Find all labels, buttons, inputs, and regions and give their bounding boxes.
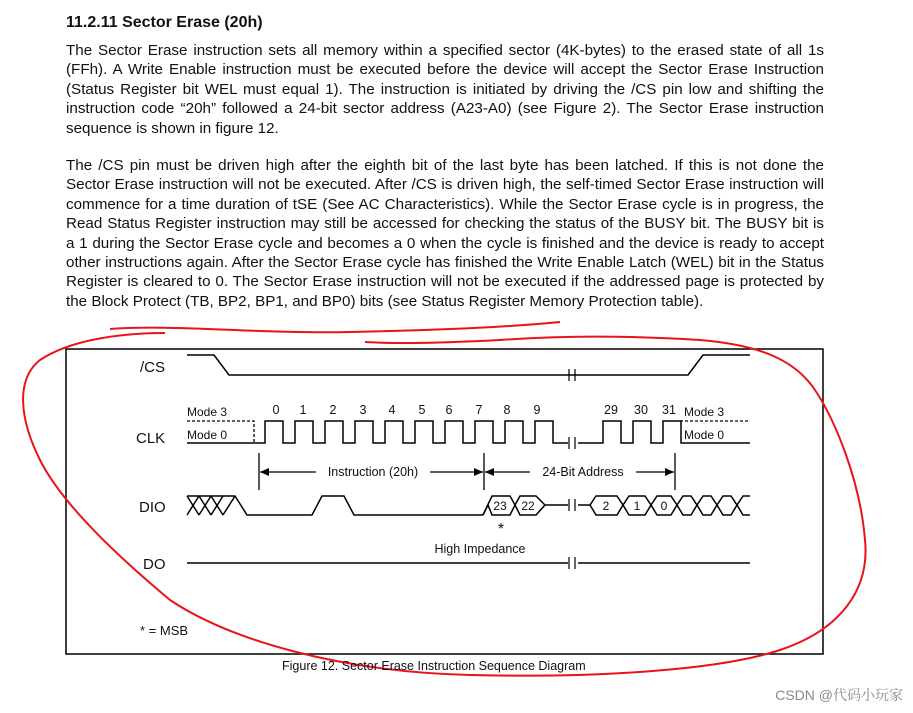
paragraph-description: The Sector Erase instruction sets all memory within a specified sector (4K-bytes) to the erased state of all 1s (FFh). A Write Enable instruction must be executed before the device will accept the Sector Erase Instruction (Status Register bit WEL must equal 1). The instruction is initiated by driving the /CS pin low and shifting the instruction code “20h” followed a 24-bit sector address (A23-A0) (see Figure 2). The Sector Erase instruction sequence is shown in figure 12.: [66, 42, 824, 137]
arrowhead-icon: [665, 468, 674, 476]
dio-address-bits-end-low: [590, 505, 750, 515]
arrowhead-icon: [485, 468, 494, 476]
clock-number: 30: [634, 403, 648, 417]
dio-bit-label: 1: [633, 499, 641, 513]
span-label-instruction: Instruction (20h): [327, 465, 419, 479]
clk-waveform-right: [578, 421, 750, 443]
csdn-watermark: CSDN @代码小玩家: [775, 687, 903, 703]
mode-label-right-3: Mode 3: [684, 405, 725, 419]
msb-marker: *: [497, 521, 505, 538]
arrowhead-icon: [260, 468, 269, 476]
high-impedance-label: High Impedance: [434, 542, 526, 556]
clock-number: 0: [272, 403, 280, 417]
dio-bit-label: 0: [660, 499, 668, 513]
dio-bit-label: 2: [602, 499, 610, 513]
dio-bit-label: 22: [521, 499, 535, 513]
section-heading: 11.2.11 Sector Erase (20h): [66, 14, 263, 31]
mode-label-left-0: Mode 0: [187, 428, 228, 442]
signal-label-clk: CLK: [136, 430, 166, 447]
clock-number: 7: [475, 403, 483, 417]
paragraph-timing-notes: The /CS pin must be driven high after the eighth bit of the last byte has been latched. If this is not done the Sector Erase instruction will not be executed. After /CS is driven high, the self-timed Sector Erase instruction will commence for a time duration of tSE (See AC Characteristics). While the Sector Erase cycle is in progress, the Read Status Register instruction may still be accessed for checking the status of the BUSY bit. The BUSY bit is a 1 during the Sector Erase cycle and becomes a 0 when the cycle is finished and the device is ready to accept other instructions again. After the Sector Erase cycle has finished the Write Enable Latch (WEL) bit in the Status Register is cleared to 0. The Sector Erase instruction will not be executed if the addressed page is protected by the Block Protect (TB, BP2, BP1, and BP0) bits (see Status Register Memory Protection table).: [66, 157, 824, 310]
dio-waveform-instruction: [187, 496, 483, 515]
dio-dont-care-left: [187, 496, 235, 515]
signal-label-do: DO: [143, 556, 166, 573]
clock-number: 9: [533, 403, 541, 417]
diagram-frame: [66, 349, 823, 654]
clock-number: 8: [503, 403, 511, 417]
figure-caption: Figure 12. Sector Erase Instruction Sequence Diagram: [282, 659, 586, 673]
arrowhead-icon: [474, 468, 483, 476]
msb-legend: * = MSB: [140, 623, 189, 638]
signal-label-dio: DIO: [139, 499, 166, 516]
mode-label-right-0: Mode 0: [684, 428, 725, 442]
dio-bit-label: 23: [493, 499, 507, 513]
cs-waveform: [187, 355, 750, 375]
red-underline: [110, 322, 560, 332]
clk-waveform-left: [187, 421, 568, 443]
span-label-address: 24-Bit Address: [542, 465, 624, 479]
mode-label-left-3: Mode 3: [187, 405, 228, 419]
clock-number: 31: [662, 403, 676, 417]
clock-number: 6: [445, 403, 453, 417]
clock-number: 3: [359, 403, 367, 417]
signal-label-cs: /CS: [140, 359, 166, 376]
clock-number: 4: [388, 403, 396, 417]
clock-number: 5: [418, 403, 426, 417]
dio-address-bits-start-low: [483, 505, 545, 515]
clock-number: 2: [329, 403, 337, 417]
clock-number: 29: [604, 403, 618, 417]
clock-number: 1: [299, 403, 307, 417]
